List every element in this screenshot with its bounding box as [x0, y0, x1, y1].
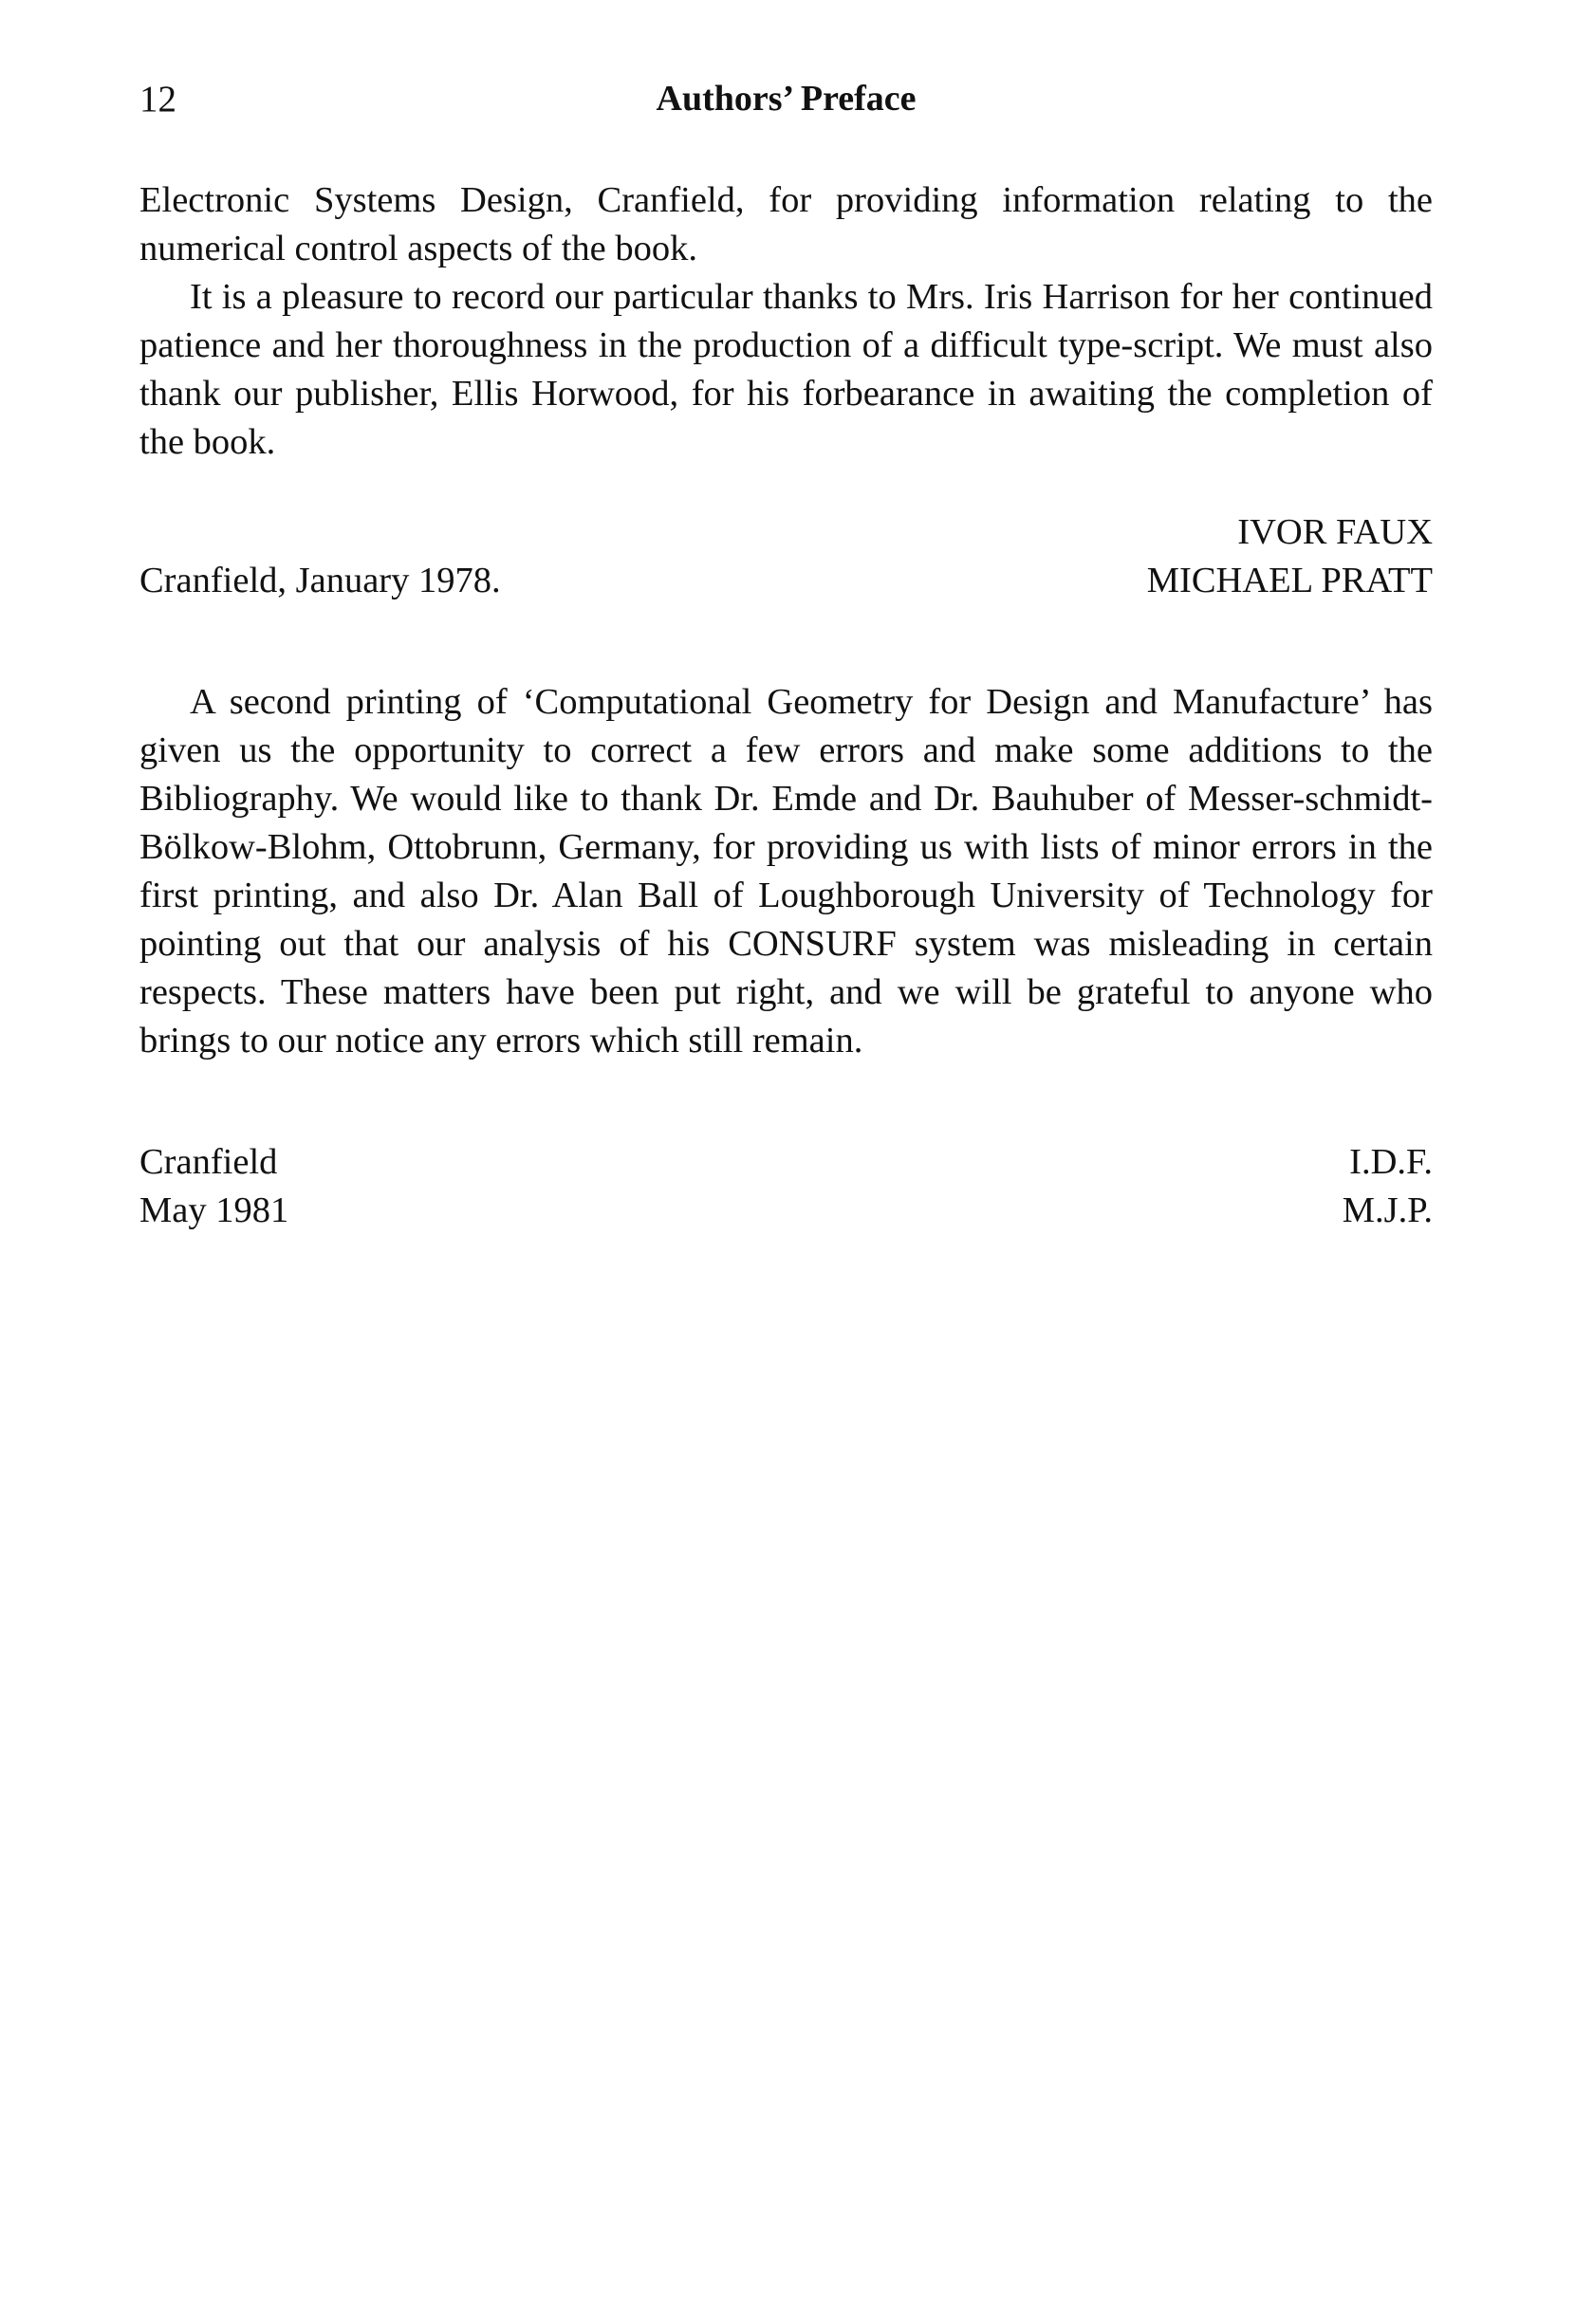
signatory-1: IVOR FAUX: [1237, 512, 1433, 552]
running-header: [139, 78, 1433, 125]
acknowledgements-continued: [139, 176, 1433, 467]
place-date-1978: Cranfield, January 1978.: [139, 561, 501, 600]
running-title: Authors’ Preface: [656, 79, 917, 119]
second-printing-note: [139, 678, 1433, 1065]
paragraph-thanks: It is a pleasure to record our particular thanks to Mrs. Iris Harrison for her continued patience and her thoroughness in the production of a difficult type-script. We must also thank our publisher, Ellis Horwood, for his forbearance in awaiting the completion of the book.: [139, 277, 1433, 462]
paragraph-second-printing: A second printing of ‘Computational Geometry for Design and Manufacture’ has given us the opportunity to correct a few errors and make some additions to the Bibliography. We would like to thank Dr. Emde and Dr. Bauhuber of Messer-schmidt-Bölkow-Blohm, Ottobrunn, Germany, for providing us with lists of minor errors in the first printing, and also Dr. Alan Ball of Loughborough University of Technology for pointing out that our analysis of his CONSURF system was misleading in certain respects. These matters have been put right, and we will be grateful to anyone who brings to our notice any errors which still remain.: [139, 682, 1433, 1061]
book-page: [139, 0, 1433, 2324]
page-number: 12: [139, 79, 176, 120]
paragraph-continued: Electronic Systems Design, Cranfield, for providing information relating to the numerical control aspects of the book.: [139, 180, 1433, 268]
signatory-2: MICHAEL PRATT: [1146, 561, 1433, 600]
initials-1: I.D.F.: [1349, 1142, 1433, 1182]
date-1981: May 1981: [139, 1190, 289, 1230]
initials-2: M.J.P.: [1342, 1190, 1433, 1230]
place-1981: Cranfield: [139, 1142, 278, 1182]
